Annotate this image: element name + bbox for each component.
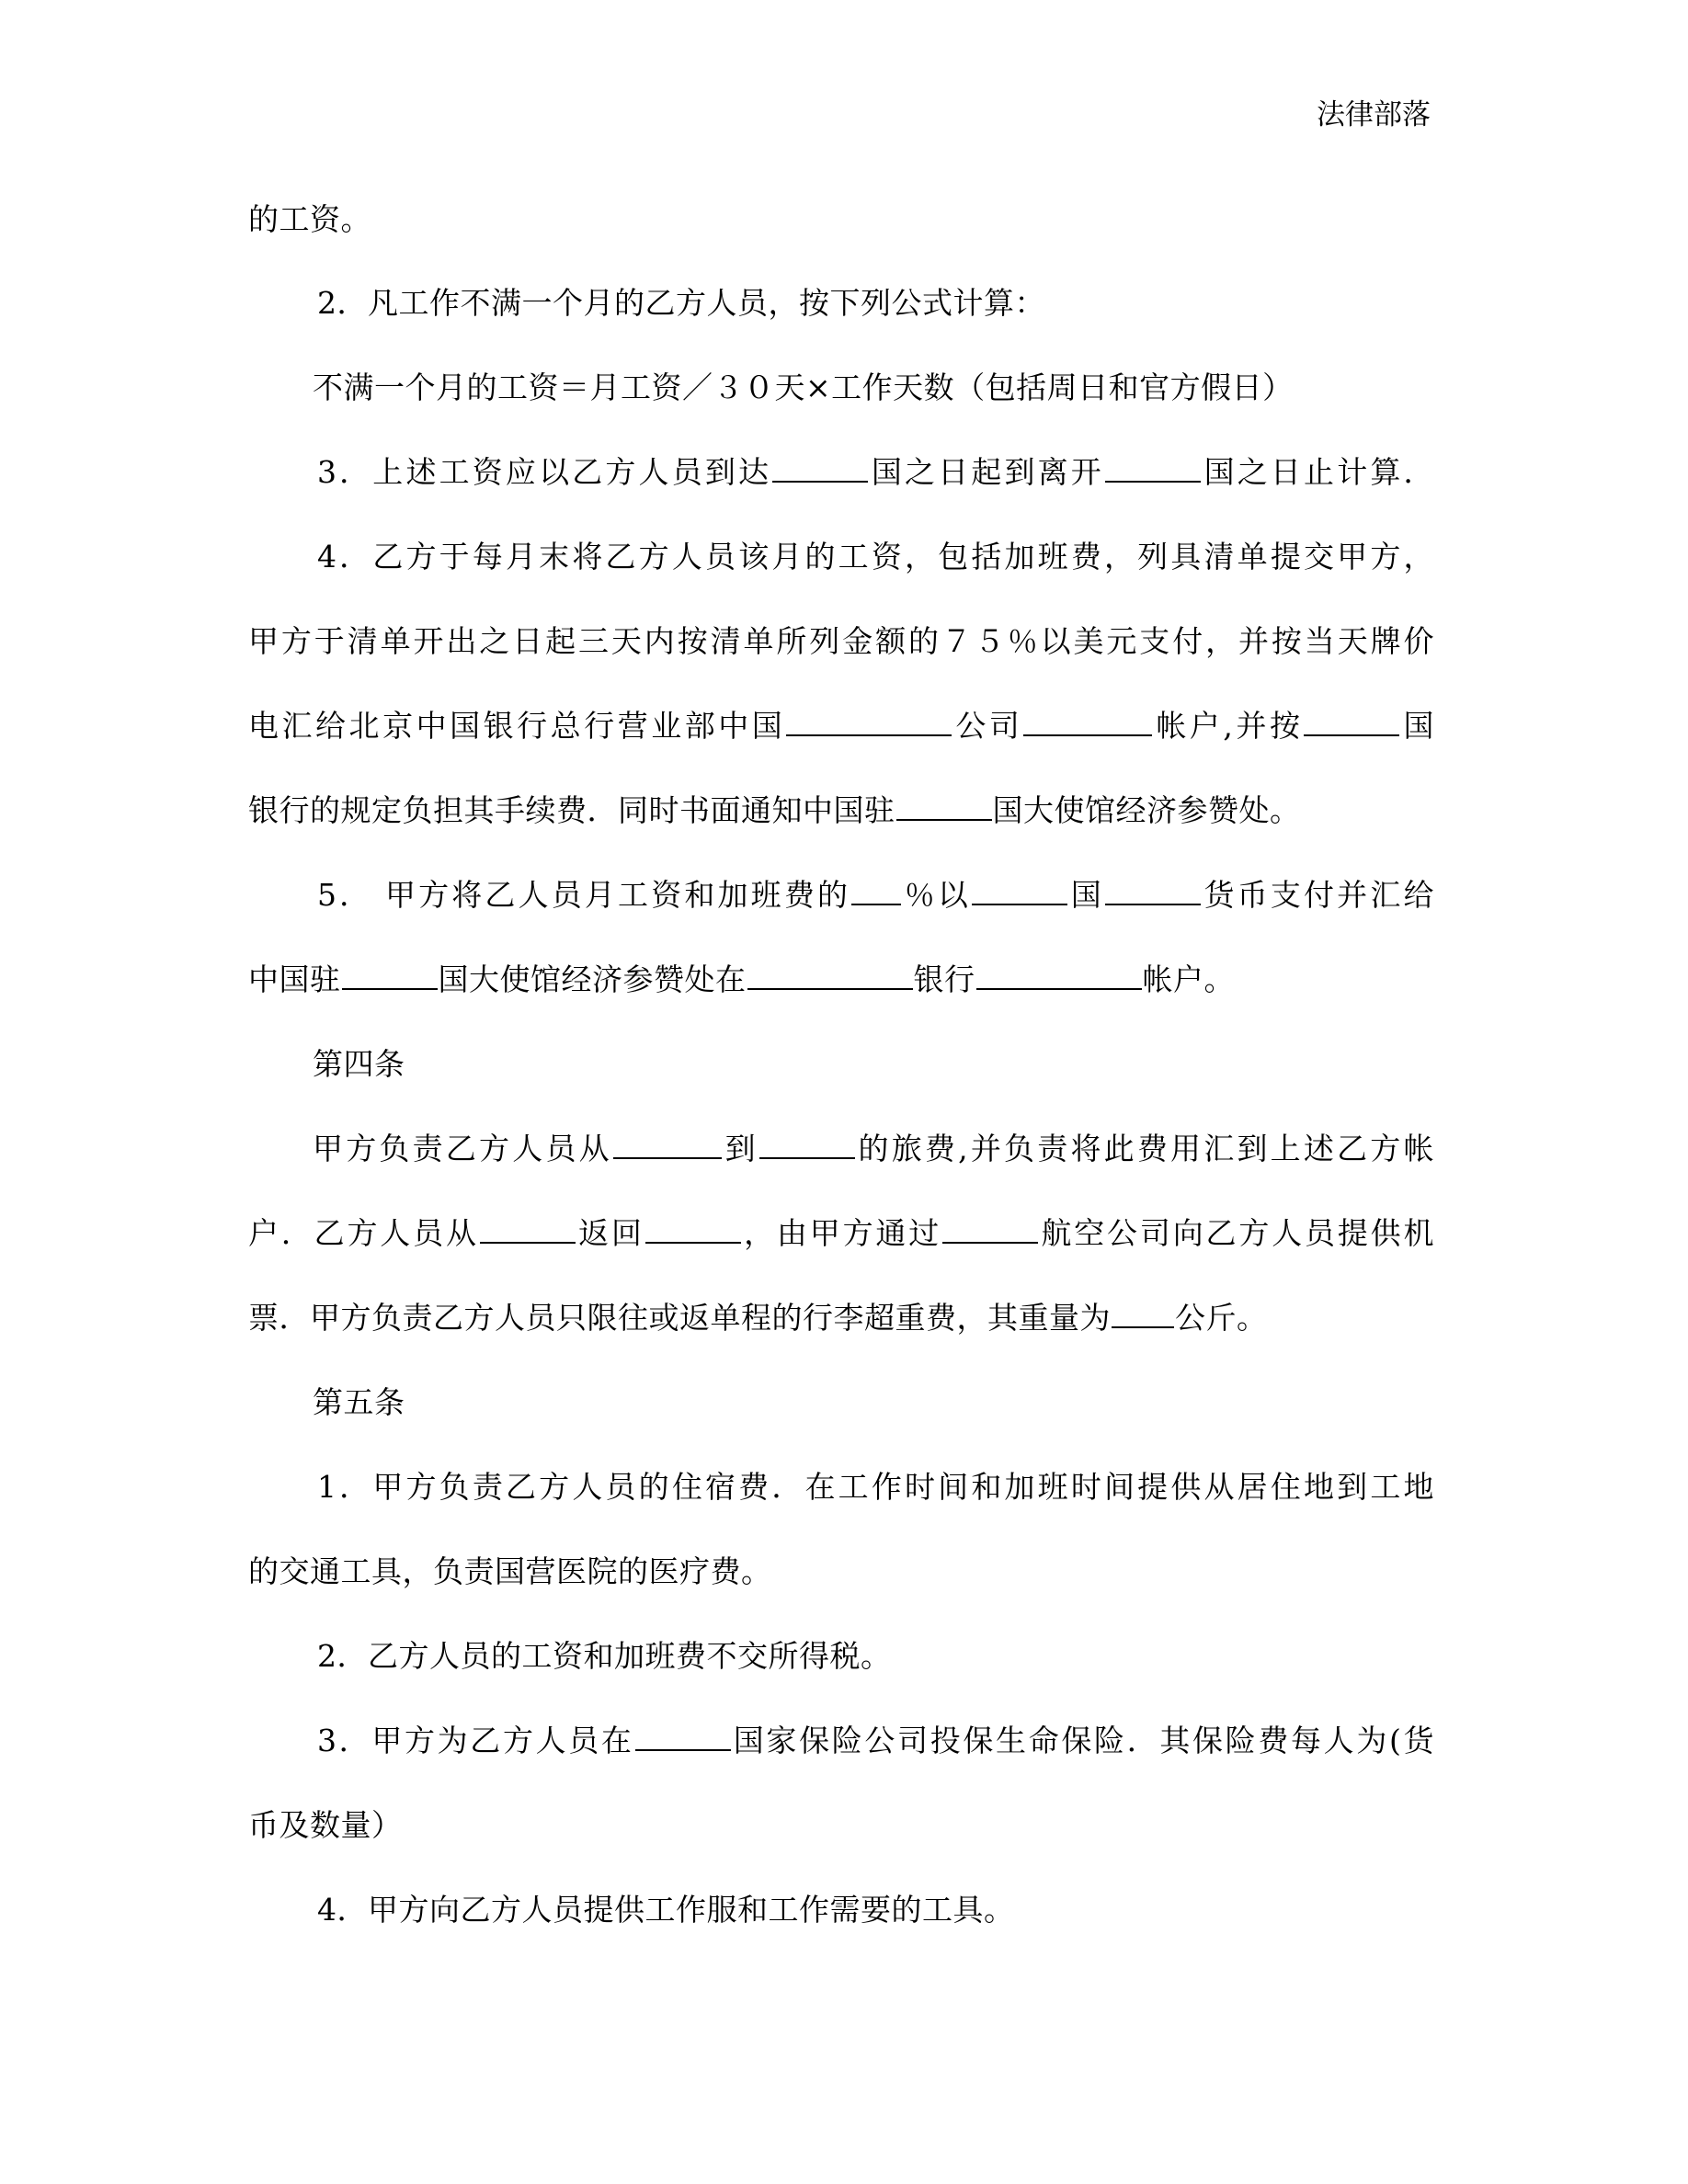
text-segment: 国家保险公司投保生命保险．其保险费每人为(货: [731, 1723, 1435, 1758]
text-line: [248, 1550, 1434, 1594]
fill-blank: [976, 961, 1142, 990]
text-segment: 国之日止计算．: [1201, 454, 1435, 490]
text-segment: 到: [722, 1131, 758, 1166]
fill-blank: [747, 961, 913, 990]
fill-blank: [1304, 707, 1399, 736]
fill-blank: [480, 1214, 576, 1244]
text-line: [317, 535, 1434, 579]
text-segment: 第四条: [313, 1046, 405, 1082]
text-line: [317, 1888, 1434, 1932]
text-line: [248, 704, 1434, 748]
text-line: [248, 789, 1434, 833]
text-segment: 1．甲方负责乙方人员的住宿费．在工作时间和加班时间提供从居住地到工地: [317, 1469, 1434, 1505]
text-segment: 公斤。: [1175, 1300, 1268, 1336]
text-line: [248, 1803, 1434, 1848]
fill-blank: [1112, 1299, 1174, 1328]
text-segment: 国之日起到离开: [869, 454, 1104, 490]
text-line: [248, 1296, 1434, 1340]
text-line: [248, 198, 1434, 242]
text-segment: 的工资。: [248, 201, 371, 237]
fill-blank: [851, 876, 901, 905]
text-line: [317, 1465, 1434, 1509]
text-line: [248, 958, 1434, 1002]
text-line: [317, 450, 1434, 495]
text-segment: 3．甲方为乙方人员在: [317, 1723, 634, 1758]
text-segment: 不满一个月的工资＝月工资／３０天×工作天数（包括周日和官方假日）: [313, 370, 1294, 405]
text-segment: ，由甲方通过: [741, 1215, 942, 1251]
fill-blank: [1105, 453, 1201, 483]
text-line: [248, 1211, 1434, 1256]
text-segment: 帐户,并按: [1153, 708, 1304, 744]
text-segment: 的交通工具，负责国营医院的医疗费。: [248, 1553, 772, 1589]
text-segment: 2．乙方人员的工资和加班费不交所得税。: [317, 1638, 892, 1674]
text-segment: 公司: [952, 708, 1023, 744]
text-segment: 返回: [576, 1215, 644, 1251]
text-segment: 国大使馆经济参赞处。: [992, 792, 1301, 828]
page-header: 法律部落: [1317, 98, 1431, 131]
text-segment: 国: [1400, 708, 1435, 744]
text-segment: 航空公司向乙方人员提供机: [1039, 1215, 1435, 1251]
text-segment: 国大使馆经济参赞处在: [438, 961, 747, 997]
text-line: [313, 366, 1370, 410]
text-segment: 银行的规定负担其手续费．同时书面通知中国驻: [248, 792, 895, 828]
article-heading: [313, 1381, 588, 1425]
text-segment: 户．乙方人员从: [248, 1215, 479, 1251]
text-segment: 票．甲方负责乙方人员只限往或返单程的行李超重费，其重量为: [248, 1300, 1111, 1336]
fill-blank: [942, 1214, 1038, 1244]
text-segment: ％以: [902, 877, 972, 913]
fill-blank: [1023, 707, 1152, 736]
text-segment: 帐户。: [1142, 961, 1235, 997]
fill-blank: [645, 1214, 741, 1244]
fill-blank: [896, 791, 992, 821]
fill-blank: [1105, 876, 1201, 905]
text-segment: 银行: [913, 961, 975, 997]
text-segment: 电汇给北京中国银行总行营业部中国: [248, 708, 786, 744]
text-segment: 4．甲方向乙方人员提供工作服和工作需要的工具。: [317, 1892, 1015, 1928]
fill-blank: [786, 707, 952, 736]
fill-blank: [635, 1722, 731, 1751]
text-line: [317, 281, 1434, 325]
fill-blank: [342, 961, 438, 990]
text-segment: 4．乙方于每月末将乙方人员该月的工资，包括加班费，列具清单提交甲方，: [317, 539, 1434, 574]
text-segment: 币及数量）: [248, 1807, 403, 1843]
text-line: [313, 1127, 1434, 1171]
fill-blank: [759, 1130, 855, 1159]
fill-blank: [972, 876, 1067, 905]
text-segment: 3．上述工资应以乙方人员到达: [317, 454, 772, 490]
text-segment: 的旅费,并负责将此费用汇到上述乙方帐: [855, 1131, 1435, 1166]
text-segment: 2．凡工作不满一个月的乙方人员，按下列公式计算：: [317, 285, 1045, 321]
text-line: [248, 620, 1434, 664]
text-line: [317, 873, 1434, 917]
text-segment: 中国驻: [248, 961, 341, 997]
text-segment: 货币支付并汇给: [1201, 877, 1434, 913]
text-line: [317, 1719, 1434, 1763]
article-heading: [313, 1042, 588, 1086]
text-segment: 甲方于清单开出之日起三天内按清单所列金额的７５％以美元支付，并按当天牌价: [248, 623, 1434, 659]
fill-blank: [613, 1130, 722, 1159]
text-segment: 第五条: [313, 1384, 405, 1420]
text-line: [317, 1634, 1434, 1678]
text-segment: 国: [1068, 877, 1104, 913]
fill-blank: [772, 453, 868, 483]
text-segment: 甲方负责乙方人员从: [313, 1131, 612, 1166]
text-segment: 5． 甲方将乙人员月工资和加班费的: [317, 877, 851, 913]
